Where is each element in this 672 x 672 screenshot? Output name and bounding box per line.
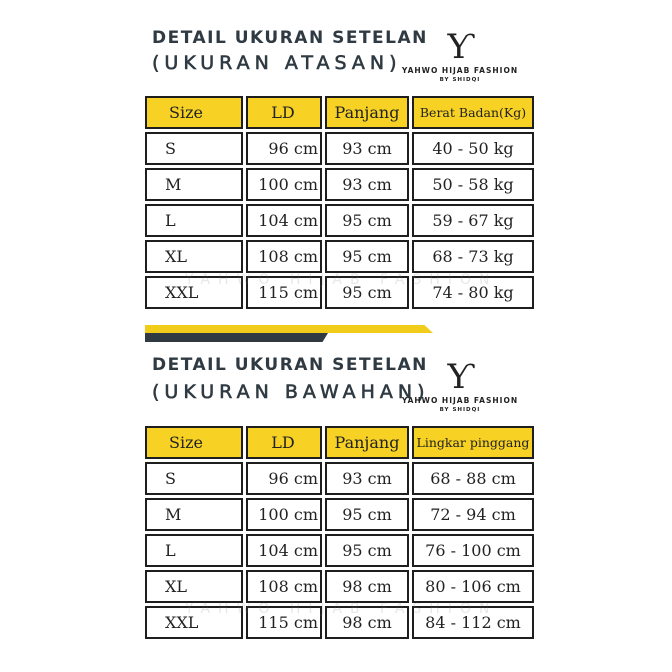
cell-measure: 59 - 67 kg [412,204,534,237]
logo-byline: BY SHIDQI [439,77,481,83]
cell-size: S [145,132,243,165]
header-ld: LD [246,96,322,129]
cell-measure: 68 - 73 kg [412,240,534,273]
section-title: DETAIL UKURAN SETELAN [152,355,428,375]
cell-size: M [145,498,243,531]
cell-panjang: 95 cm [325,534,409,567]
size-table-atasan [142,93,537,312]
cell-size: M [145,168,243,201]
cell-ld: 108 cm [246,240,322,273]
cell-size: L [145,534,243,567]
cell-size: XXL [145,606,243,639]
cell-measure: 76 - 100 cm [412,534,534,567]
logo-byline: BY SHIDQI [439,407,481,413]
header-size: Size [145,96,243,129]
header-ld: LD [246,426,322,459]
header-lingkar: Lingkar pinggang [412,426,534,459]
logo-name: YAHWO HIJAB FASHION [401,66,519,75]
header-berat: Berat Badan(Kg) [412,96,534,129]
header-panjang: Panjang [325,96,409,129]
cell-panjang: 95 cm [325,498,409,531]
size-table-bawahan [142,423,537,642]
cell-size: XL [145,570,243,603]
cell-panjang: 95 cm [325,204,409,237]
cell-panjang: 93 cm [325,132,409,165]
brand-logo [400,27,520,83]
cell-size: XXL [145,276,243,309]
cell-measure: 72 - 94 cm [412,498,534,531]
cell-ld: 96 cm [246,462,322,495]
cell-ld: 108 cm [246,570,322,603]
cell-ld: 104 cm [246,534,322,567]
cell-measure: 80 - 106 cm [412,570,534,603]
cell-panjang: 98 cm [325,570,409,603]
table-row [145,606,534,639]
cell-measure: 84 - 112 cm [412,606,534,639]
cell-size: L [145,204,243,237]
section-title: DETAIL UKURAN SETELAN [152,28,428,48]
logo-mark-icon: Ƴ [447,357,473,397]
header-size: Size [145,426,243,459]
table-row [145,498,534,531]
table-row [145,240,534,273]
section-subtitle: (UKURAN ATASAN) [152,52,402,74]
table-header-row [145,426,534,459]
brand-logo [400,357,520,413]
table-row [145,570,534,603]
table-header-row [145,96,534,129]
table-row [145,462,534,495]
cell-panjang: 95 cm [325,276,409,309]
cell-ld: 96 cm [246,132,322,165]
cell-size: XL [145,240,243,273]
cell-measure: 68 - 88 cm [412,462,534,495]
divider-dark-bar [145,333,328,342]
table-row [145,276,534,309]
cell-panjang: 93 cm [325,168,409,201]
divider-yellow-bar [145,325,433,333]
table-row [145,168,534,201]
table-row [145,204,534,237]
cell-measure: 50 - 58 kg [412,168,534,201]
header-panjang: Panjang [325,426,409,459]
cell-size: S [145,462,243,495]
table-row [145,132,534,165]
logo-mark-icon: Ƴ [447,27,473,67]
cell-ld: 115 cm [246,276,322,309]
cell-ld: 104 cm [246,204,322,237]
cell-ld: 115 cm [246,606,322,639]
cell-ld: 100 cm [246,498,322,531]
cell-panjang: 93 cm [325,462,409,495]
cell-measure: 40 - 50 kg [412,132,534,165]
cell-measure: 74 - 80 kg [412,276,534,309]
cell-panjang: 98 cm [325,606,409,639]
cell-panjang: 95 cm [325,240,409,273]
logo-name: YAHWO HIJAB FASHION [401,396,519,405]
section-subtitle: (UKURAN BAWAHAN) [152,381,430,403]
table-row [145,534,534,567]
cell-ld: 100 cm [246,168,322,201]
